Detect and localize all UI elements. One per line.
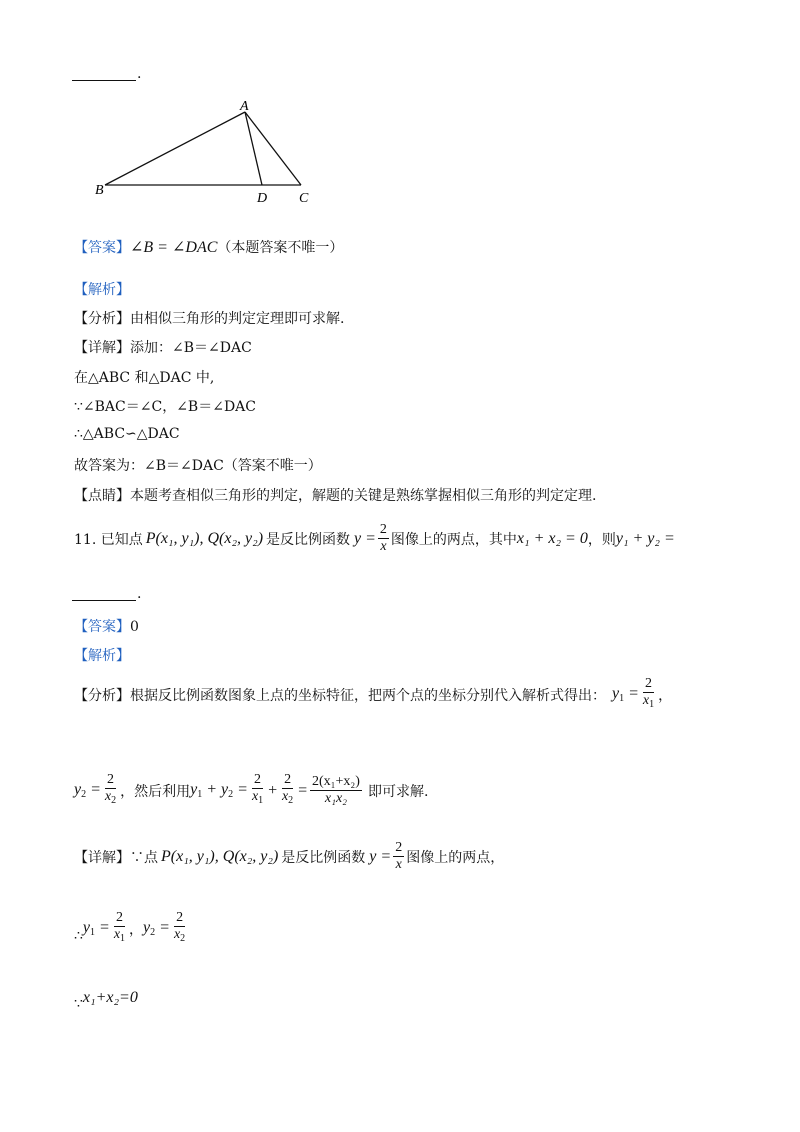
sum-frac1-num: 2 xyxy=(254,772,262,787)
y1-label: $y_1$ = xyxy=(612,685,639,704)
answer-blank-q10 xyxy=(72,80,136,81)
y2-eq-den: $x_2$ xyxy=(173,927,186,944)
func2-y: y = xyxy=(369,847,392,865)
q10-analysis-tag: 【解析】 xyxy=(74,282,130,298)
q11-mid3: ，则 xyxy=(587,531,616,548)
q10-line3: ∴△ABC∽△DAC xyxy=(74,426,180,442)
y2-eq-frac xyxy=(172,910,187,947)
q11-fenxi-text: 根据反比例函数图象上点的坐标特征，把两个点的坐标分别代入解析式得出： xyxy=(130,687,606,704)
combined-frac xyxy=(310,774,362,807)
comma: ， xyxy=(658,687,673,704)
fenxi-text: 由相似三角形的判定定理即可求解. xyxy=(130,311,345,327)
label-c: C xyxy=(299,191,309,206)
q11-number: 11. 已知点 xyxy=(74,531,143,548)
q11-cond: x₁ + x₂ = 0 xyxy=(516,529,588,547)
y1-frac xyxy=(641,676,656,713)
q11-mid4: 是反比例函数 xyxy=(281,849,366,866)
dianjing-text: 本题考查相似三角形的判定，解题的关键是熟练掌握相似三角形的判定定理. xyxy=(130,488,597,504)
y1-eq-num: 2 xyxy=(115,910,123,925)
q11-points: P(x₁, y₁), Q(x₂, y₂) xyxy=(145,529,264,547)
answer-tag: 【答案】 xyxy=(74,240,130,256)
triangle-figure xyxy=(90,98,330,208)
q11-answer-value: 0 xyxy=(130,619,139,635)
q11-fenxi xyxy=(74,676,672,713)
q11-func-y: y = xyxy=(354,529,376,547)
sum-frac1-den: $x_1$ xyxy=(251,789,264,806)
y2-label: $y_2$ = xyxy=(74,781,101,800)
q11-points2: P(x₁, y₁), Q(x₂, y₂) xyxy=(161,847,279,865)
because-point: ∵点 xyxy=(130,849,158,866)
q11-answer-tag: 【答案】 xyxy=(74,619,130,635)
sum-frac1 xyxy=(250,772,265,809)
y2-frac xyxy=(103,772,118,809)
y2-frac-den: $x_2$ xyxy=(104,789,117,806)
q10-line2: ∵∠BAC＝∠C，∠B＝∠DAC xyxy=(74,399,256,415)
q11-answer xyxy=(74,616,139,636)
q10-answer-line xyxy=(74,237,343,257)
therefore-symbol: ∴ xyxy=(74,927,83,944)
combined-den: x₁x₂ xyxy=(324,791,348,806)
because-symbol: ∵ xyxy=(74,996,83,1012)
func2-den: x xyxy=(395,857,402,872)
frac-den: x xyxy=(380,539,387,554)
q11-xiangjie-tag: 【详解】 xyxy=(74,849,130,866)
xiangjie-tag: 【详解】 xyxy=(74,340,130,356)
fenxi-tag: 【分析】 xyxy=(74,311,130,327)
combined-num: 2(x₁+x₂) xyxy=(311,774,360,789)
label-a: A xyxy=(240,99,249,114)
y2-eq: $y_2$ = xyxy=(143,919,170,938)
label-b: B xyxy=(95,183,104,198)
q11-because-line xyxy=(74,984,138,1012)
func2-frac xyxy=(393,840,404,873)
equals: = xyxy=(297,781,308,799)
q10-dianjing xyxy=(74,485,596,505)
then-text: ，然后利用 xyxy=(120,783,191,800)
y2-frac-num: 2 xyxy=(107,772,115,787)
q10-line4: 故答案为：∠B＝∠DAC（答案不唯一） xyxy=(74,458,322,474)
solve-text: 即可求解. xyxy=(367,783,429,800)
q11-func-frac xyxy=(378,522,389,555)
blank-period: . xyxy=(137,66,142,82)
q11-xiangjie xyxy=(74,840,504,873)
sum-frac2-den: $x_2$ xyxy=(281,789,294,806)
frac-num: 2 xyxy=(379,522,387,537)
q11-mid2: 图像上的两点，其中 xyxy=(390,531,517,548)
q10-line1: 在△ABC 和△DAC 中, xyxy=(74,370,215,386)
blank-period-q11: . xyxy=(137,586,142,602)
q11-question xyxy=(74,522,675,555)
sum-frac2-num: 2 xyxy=(284,772,292,787)
y1-eq-den: $x_1$ xyxy=(113,927,126,944)
y1-frac-num: 2 xyxy=(645,676,653,691)
label-d: D xyxy=(257,191,268,206)
dianjing-tag: 【点睛】 xyxy=(74,488,130,504)
q11-therefore-line xyxy=(74,910,189,947)
sep: ， xyxy=(129,921,144,938)
sum-frac2 xyxy=(280,772,295,809)
segment-ba xyxy=(105,112,245,185)
y1-eq: $y_1$ = xyxy=(82,919,110,938)
answer-blank-q11 xyxy=(72,600,136,601)
q11-mid5: 图像上的两点， xyxy=(406,849,505,866)
q11-mid1: 是反比例函数 xyxy=(266,531,351,548)
y2-eq-num: 2 xyxy=(176,910,184,925)
xiangjie-text: 添加：∠B＝∠DAC xyxy=(130,340,252,356)
cond2: x₁+x₂=0 xyxy=(82,989,138,1006)
func2-num: 2 xyxy=(395,840,403,855)
q10-fenxi xyxy=(74,308,344,328)
q11-fenxi-tag: 【分析】 xyxy=(74,687,130,704)
y1-eq-frac xyxy=(112,910,127,947)
q11-analysis-tag: 【解析】 xyxy=(74,648,130,664)
sum-label: $y_1 + y_2$ = xyxy=(190,781,248,800)
y1-frac-den: $x_1$ xyxy=(642,693,655,710)
q11-y2-line xyxy=(74,772,428,809)
q10-xiangjie xyxy=(74,337,252,357)
plus: + xyxy=(267,781,278,799)
answer-math: ∠B = ∠DAC xyxy=(130,239,218,256)
q11-ask: y₁ + y₂ = xyxy=(615,529,675,547)
answer-note: （本题答案不唯一） xyxy=(217,240,344,256)
